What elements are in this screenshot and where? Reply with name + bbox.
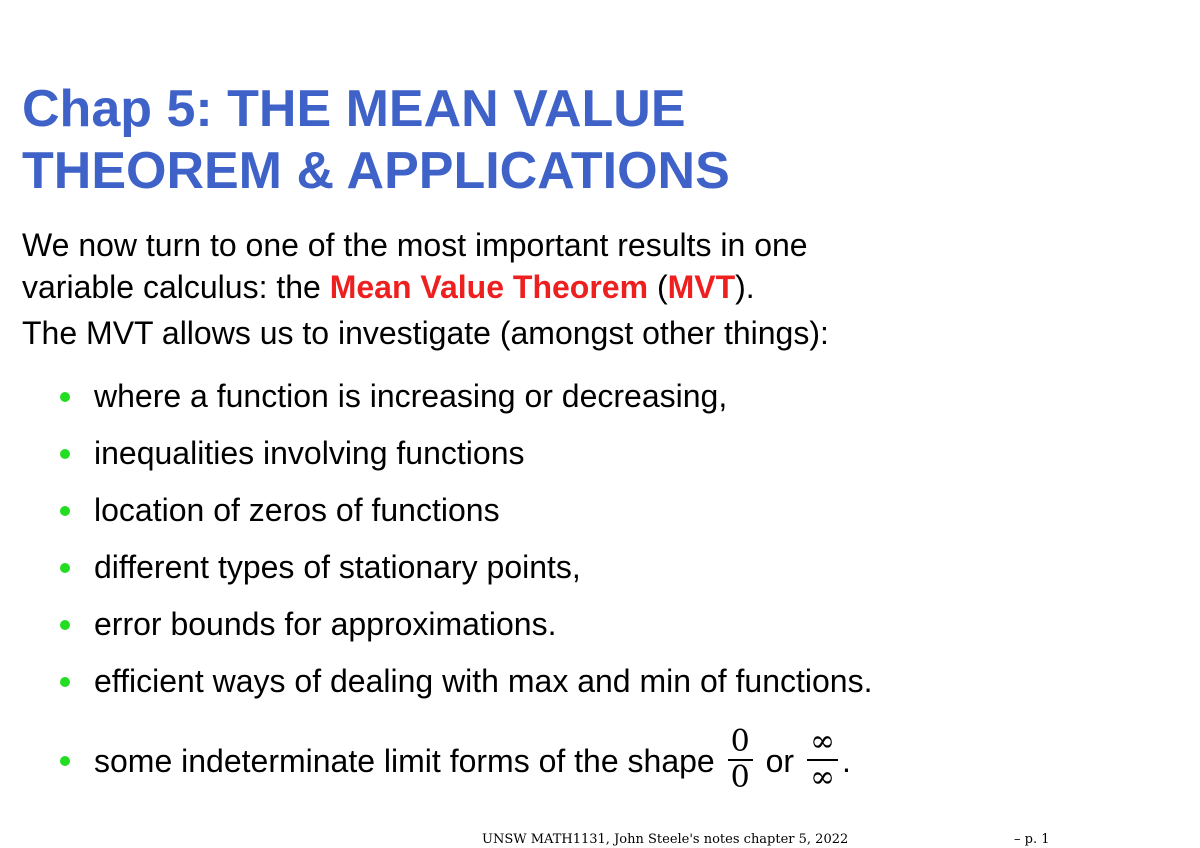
bullet-dot-icon	[60, 563, 70, 573]
list-item-text: some indeterminate limit forms of the shape	[94, 743, 724, 779]
bullet-dot-icon	[60, 620, 70, 630]
fraction-denominator: ∞	[809, 759, 835, 795]
list-item	[0, 596, 1200, 653]
list-item-text: efficient ways of dealing with max and min of functions.	[94, 663, 873, 699]
list-item	[0, 482, 1200, 539]
period-text: .	[841, 743, 851, 779]
bullet-dot-icon	[60, 506, 70, 516]
bullet-dot-icon	[60, 677, 70, 687]
mvt-full-name: Mean Value Theorem	[329, 269, 649, 305]
list-item-text: different types of stationary points,	[94, 549, 581, 585]
bullet-dot-icon	[60, 392, 70, 402]
list-item	[0, 425, 1200, 482]
bullet-dot-icon	[60, 449, 70, 459]
fraction-zero-over-zero	[728, 725, 753, 795]
list-item	[0, 539, 1200, 596]
intro-line-1: We now turn to one of the most important results in one	[22, 227, 808, 263]
list-item-text: location of zeros of functions	[94, 492, 500, 528]
bullet-dot-icon	[60, 756, 70, 766]
list-item-text: error bounds for approximations.	[94, 606, 557, 642]
intro-line-2	[22, 266, 1172, 308]
list-item-indeterminate-forms	[0, 716, 1200, 806]
intro-line-2-prefix: variable calculus: the	[22, 269, 330, 305]
footer-source: UNSW MATH1131, John Steele's notes chapter 5, 2022	[482, 832, 849, 847]
paren-close: ).	[735, 269, 755, 305]
lead-paragraph: The MVT allows us to investigate (amongst other things):	[22, 315, 829, 351]
slide-title	[22, 78, 1172, 202]
list-item-text: inequalities involving functions	[94, 435, 525, 471]
fraction-numerator: 0	[728, 725, 753, 761]
slide-footer	[482, 832, 1050, 848]
fraction-numerator: ∞	[807, 725, 838, 761]
slide-title-line-1: Chap 5: THE MEAN VALUE	[22, 80, 686, 138]
list-item	[0, 368, 1200, 425]
intro-paragraph	[22, 224, 1172, 308]
page-number: – p. 1	[1014, 832, 1050, 847]
list-item-text: where a function is increasing or decreasing,	[94, 378, 728, 414]
list-item	[0, 653, 1200, 710]
fraction-infinity-over-infinity	[807, 725, 838, 795]
paren-open: (	[648, 269, 668, 305]
or-text: or	[756, 743, 803, 779]
slide-title-line-2: THEOREM & APPLICATIONS	[22, 142, 730, 200]
applications-list	[0, 368, 1200, 806]
mvt-abbreviation: MVT	[667, 269, 736, 305]
fraction-denominator: 0	[730, 759, 750, 795]
